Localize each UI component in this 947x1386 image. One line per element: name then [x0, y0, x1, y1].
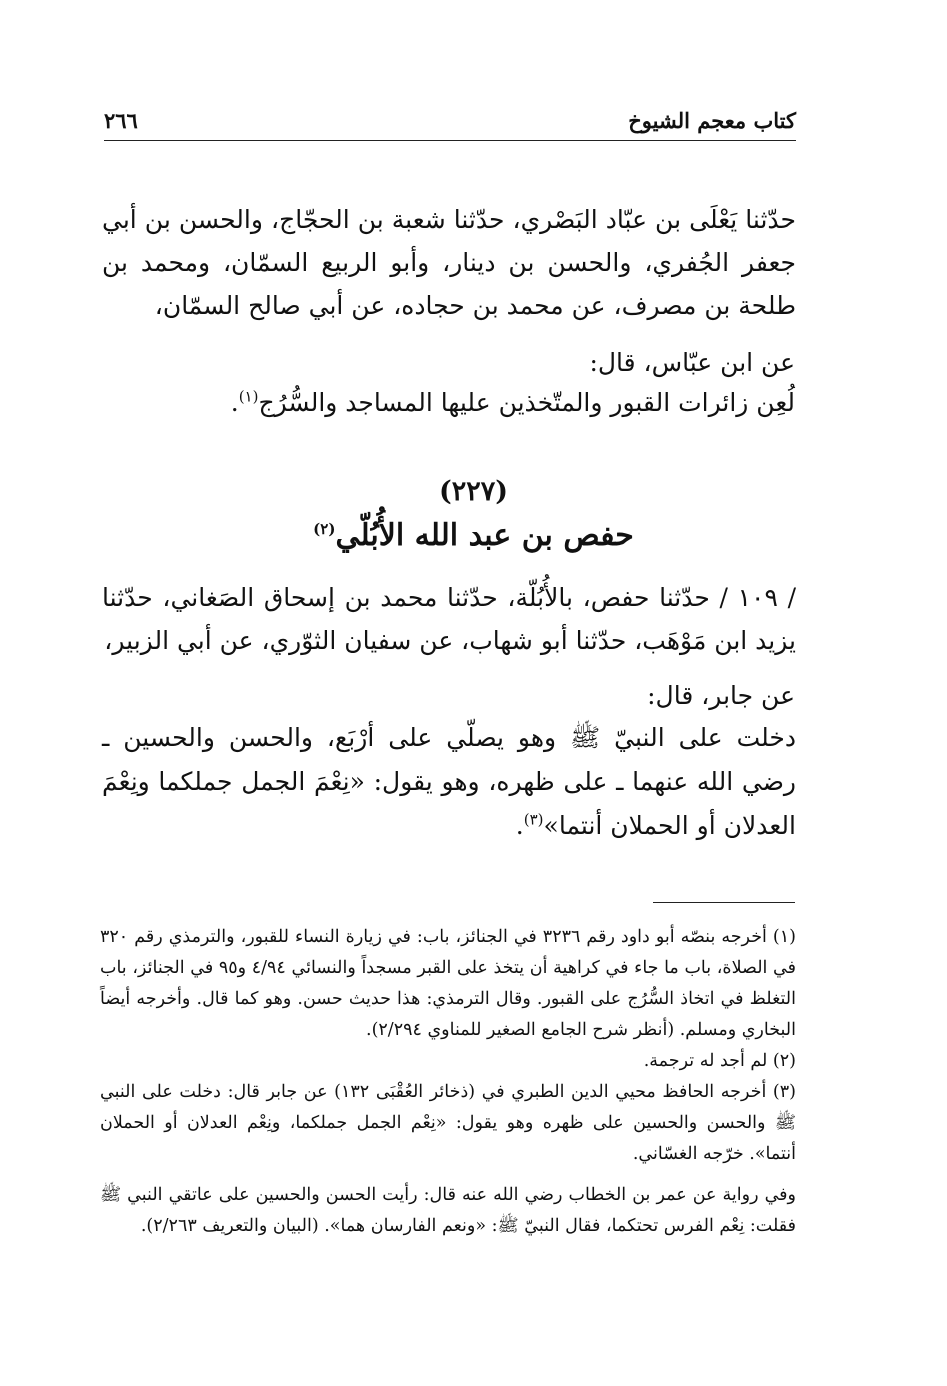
- page-header: [104, 104, 796, 144]
- hadith-text: [231, 383, 795, 423]
- page-number: ٢٦٦: [104, 108, 138, 133]
- footnote-1: (١) أخرجه بنصّه أبو داود رقم ٣٢٣٦ في الجنائز، باب: في زيارة النساء للقبور، والترمذي رقم ٣٢٠ في الصلاة، باب ما جاء في كراهية أن يتخذ على القبر مسجداً والنسائي ٤/٩٤ و٩٥ في الجنائز، باب التغلظ في اتخاذ السُّرُج على القبور. وقال الترمذي: هذا حديث حسن. وهو كما قال. وأخرجه أيضاً البخاري ومسلم. (أنظر شرح الجامع الصغير للمناوي ٢/٢٩٤).: [100, 927, 796, 1040]
- running-title: كتاب معجم الشيوخ: [628, 108, 796, 133]
- hadith-text-2-end: .: [515, 811, 524, 840]
- narrator-line: عن ابن عبّاس، قال:: [589, 348, 795, 377]
- hadith-text-end: .: [230, 388, 239, 417]
- footnote-gap: [100, 1170, 796, 1180]
- header-divider: [104, 140, 796, 141]
- footnote-divider: [653, 902, 795, 903]
- footnote-3: (٣) أخرجه الحافظ محيي الدين الطبري في (ذخائر العُقْبَى ١٣٢) عن جابر قال: دخلت على النبي ﷺ والحسن والحسين على ظهره وهو يقول: «نِعْم الجمل جملكما، ونِعْم العدلان أو الحملان أنتما». خرّجه الغسّاني.: [100, 1082, 796, 1164]
- footnote-3-continued: وفي رواية عن عمر بن الخطاب رضي الله عنه قال: رأيت الحسن والحسين على عاتقي النبي ﷺ فقلت: نِعْم الفرس تحتكما، فقال النبيّ ﷺ: «ونعم الفارسان هما». (البيان والتعريف ٢/٢٦٣).: [100, 1185, 796, 1236]
- entry-number: (٢٢٧): [438, 476, 509, 507]
- footnote-2: (٢) لم أجد له ترجمة.: [643, 1051, 796, 1071]
- isnad-paragraph: حدّثنا يَعْلَى بن عبّاد البَصْري، حدّثنا شعبة بن الحجّاج، والحسن بن أبي جعفر الجُفري، والحسن بن دينار، وأبو الربيع السمّان، ومحمد بن طلحة بن مصرف، عن محمد بن حجاده، عن أبي صالح السمّان،: [102, 205, 796, 320]
- entry-title: [0, 518, 947, 553]
- footnote-ref-2: (٢): [313, 520, 336, 538]
- footnotes: [100, 922, 796, 1242]
- isnad-paragraph-2: / ١٠٩ / حدّثنا حفص، بالأُبُلّة، حدّثنا محمد بن إسحاق الصَغاني، حدّثنا يزيد ابن مَوْهَب، حدّثنا أبو شهاب، عن سفيان الثوّري، عن أبي الزبير،: [102, 583, 796, 655]
- entry-title-text: حفص بن عبد الله الأُبُلّي: [335, 518, 634, 553]
- footnote-ref-1: (١): [238, 387, 259, 406]
- footnote-ref-3: (٣): [523, 810, 544, 829]
- narrator-line-2: عن جابر، قال:: [647, 681, 795, 710]
- hadith-text-2-body: دخلت على النبيّ ﷺ وهو يصلّي على أرْبَع، والحسن والحسين ـ رضي الله عنهما ـ على ظهره، وهو يقول: «نِعْمَ الجمل جملكما ونِعْمَ العدلان أو الحملان أنتما»: [102, 723, 796, 840]
- hadith-text-body: لُعِن زائرات القبور والمتّخذين عليها المساجد والسُّرُج: [258, 388, 795, 417]
- hadith-text-2: [102, 716, 796, 848]
